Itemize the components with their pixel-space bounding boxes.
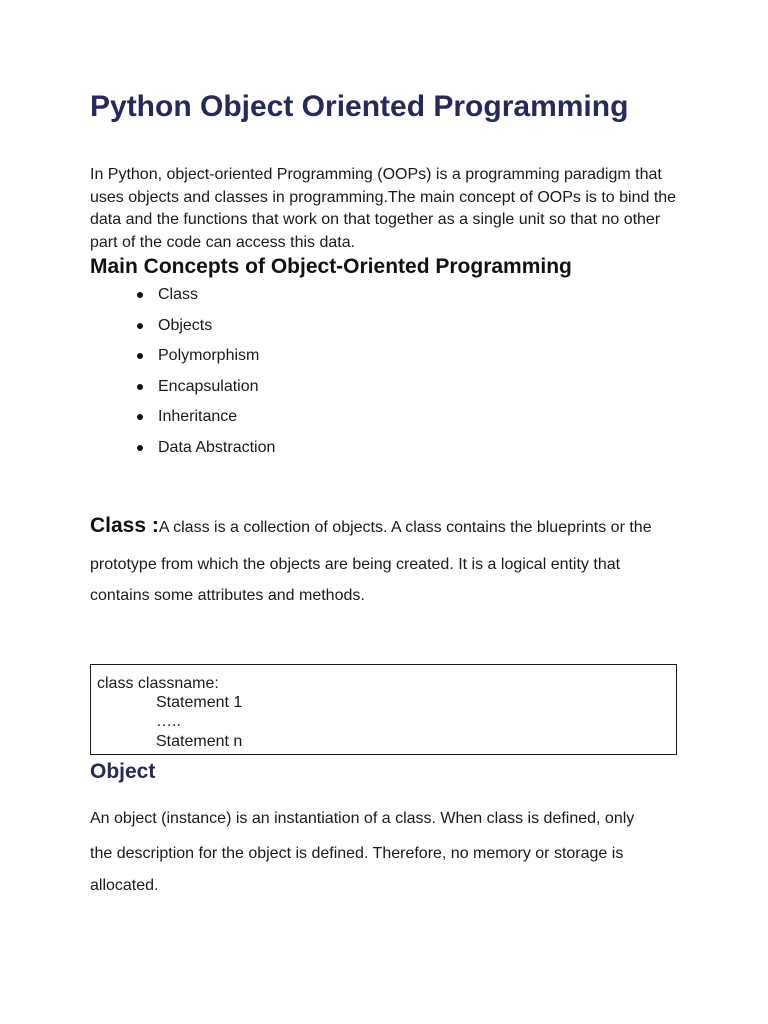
code-line: Statement 1 xyxy=(156,694,243,711)
class-paragraph-line: prototype from which the objects are being created. It is a logical entity that xyxy=(90,556,621,573)
object-paragraph-line: allocated. xyxy=(90,877,159,894)
list-item-label: Encapsulation xyxy=(158,377,259,395)
code-line: class classname: xyxy=(97,675,219,692)
code-block xyxy=(90,664,677,755)
list-item xyxy=(90,376,275,407)
code-line: ….. xyxy=(156,713,181,730)
class-paragraph-line xyxy=(90,514,652,538)
list-item xyxy=(90,315,275,346)
intro-paragraph: In Python, object-oriented Programming (OOPs) is a programming paradigm that uses objects and classes in programming.The main concept of OOPs is to bind the data and the functions that work on that together as a single unit so that no other part of the code can access this data. xyxy=(90,166,677,251)
class-paragraph-line: contains some attributes and methods. xyxy=(90,587,365,604)
class-paragraph-text: A class is a collection of objects. A class contains the blueprints or the xyxy=(158,519,652,536)
object-paragraph-line: the description for the object is defined. Therefore, no memory or storage is xyxy=(90,845,624,862)
concepts-heading: Main Concepts of Object-Oriented Programming xyxy=(90,255,572,278)
list-item-label: Polymorphism xyxy=(158,347,260,365)
concepts-list xyxy=(90,284,275,468)
bullet-icon xyxy=(137,414,143,420)
list-item xyxy=(90,406,275,437)
list-item-label: Class xyxy=(158,286,199,303)
bullet-icon xyxy=(137,384,143,390)
class-term: Class : xyxy=(90,514,159,537)
code-line: Statement n xyxy=(156,733,243,750)
object-heading: Object xyxy=(90,760,156,783)
list-item xyxy=(90,284,275,315)
bullet-icon xyxy=(137,292,143,298)
bullet-icon xyxy=(137,353,143,359)
list-item-label: Data Abstraction xyxy=(158,438,276,456)
list-item xyxy=(90,345,275,376)
list-item xyxy=(90,437,275,468)
bullet-icon xyxy=(137,445,143,451)
list-item-label: Objects xyxy=(158,316,213,334)
bullet-icon xyxy=(137,323,143,329)
page-title: Python Object Oriented Programming xyxy=(90,90,629,123)
object-paragraph-line: An object (instance) is an instantiation of a class. When class is defined, only xyxy=(90,810,635,827)
list-item-label: Inheritance xyxy=(158,408,238,426)
